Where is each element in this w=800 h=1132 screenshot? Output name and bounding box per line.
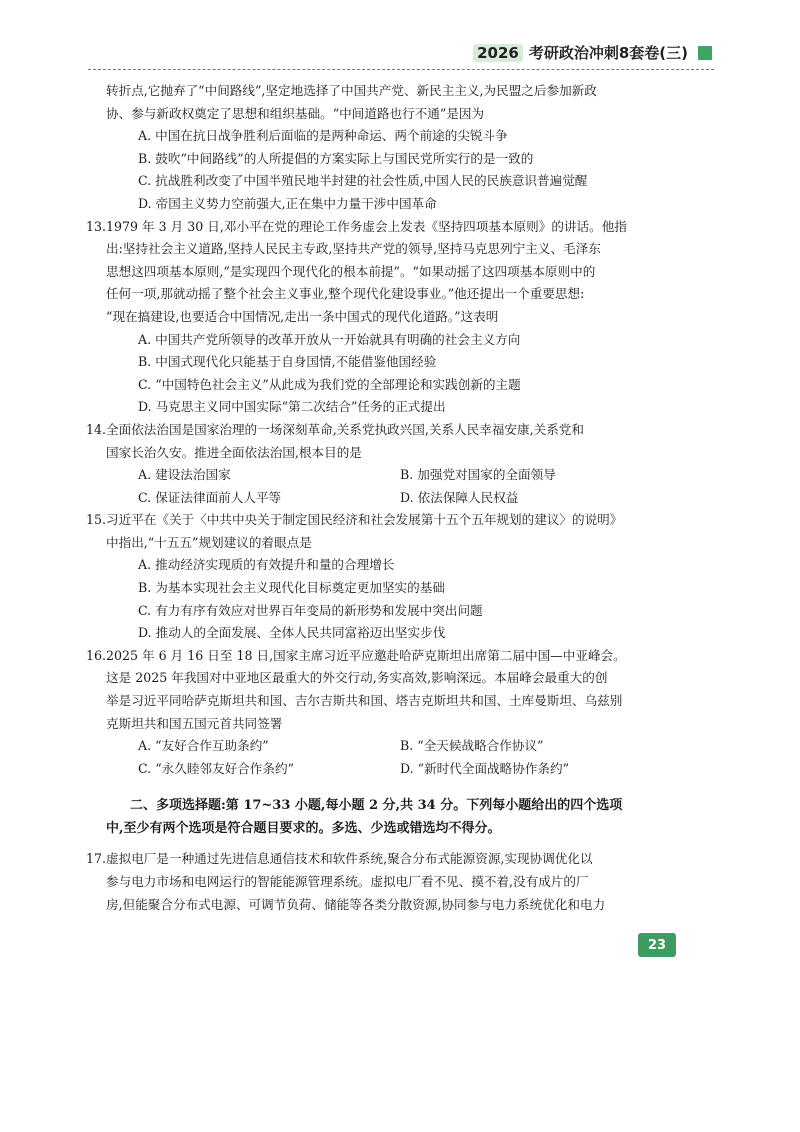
option-row — [106, 487, 690, 510]
option-b: B. “全天候战略合作协议” — [400, 738, 544, 754]
option-d: D. “新时代全面战略协作条约” — [400, 760, 570, 776]
question-15 — [86, 509, 690, 645]
stem-line: 14. 全面依法治国是国家治理的一场深刻革命,关系党执政兴国,关系人民幸福安康,关系党和 — [106, 419, 690, 442]
stem-line: 国家长治久安。推进全面依法治国,根本目的是 — [106, 444, 362, 460]
option-d: D. 帝国主义势力空前强大,正在集中力量干涉中国革命 — [138, 195, 437, 211]
option-a: A. 推动经济实现质的有效提升和量的合理增长 — [138, 557, 395, 573]
option-d: D. 推动人的全面发展、全体人民共同富裕迈出坚实步伐 — [138, 625, 446, 641]
option-c: C. “永久睦邻友好合作条约” — [138, 760, 295, 776]
option-b: B. 为基本实现社会主义现代化目标奠定更加坚实的基础 — [138, 580, 445, 596]
question-number: 17. — [86, 851, 107, 867]
header-accent-square — [698, 46, 712, 60]
option-c: C. 有力有序有效应对世界百年变局的新形势和发展中突出问题 — [138, 602, 483, 618]
question-number: 15. — [86, 512, 107, 528]
stem-line: 这是 2025 年我国对中亚地区最重大的外交行动,务实高效,影响深远。本届峰会最重大的创 — [106, 670, 608, 686]
exam-content — [86, 80, 690, 916]
option-d: D. 依法保障人民权益 — [400, 489, 519, 505]
stem-line: 房,但能聚合分布式电源、可调节负荷、储能等各类分散资源,协同参与电力系统优化和电力 — [106, 896, 606, 912]
stem-line: 17. 虚拟电厂是一种通过先进信息通信技术和软件系统,聚合分布式能源资源,实现协调优化以 — [106, 848, 690, 871]
page-number: 23 — [638, 933, 676, 957]
question-17 — [86, 848, 690, 916]
header-year: 2026 — [473, 44, 523, 62]
stem-line: 举是习近平同哈萨克斯坦共和国、吉尔吉斯共和国、塔吉克斯坦共和国、土库曼斯坦、乌兹别 — [106, 693, 623, 709]
stem-line: 16. 2025 年 6 月 16 日至 18 日,国家主席习近平应邀赴哈萨克斯坦出席第二届中国—中亚峰会。 — [106, 645, 690, 668]
option-row — [106, 464, 690, 487]
option-a: A. 建设法治国家 — [138, 467, 231, 483]
stem-line: “现在搞建设,也要适合中国情况,走出一条中国式的现代化道路。”这表明 — [106, 308, 499, 324]
section-heading — [106, 794, 690, 840]
stem-line: 任何一项,那就动摇了整个社会主义事业,整个现代化建设事业。”他还提出一个重要思想: — [106, 286, 585, 302]
header-title: 考研政治冲刺8套卷(三) — [528, 44, 688, 62]
option-a: A. “友好合作互助条约” — [138, 738, 269, 754]
option-row — [106, 758, 690, 781]
option-c: C. “中国特色社会主义”从此成为我们党的全部理论和实践创新的主题 — [138, 376, 521, 392]
page-header — [473, 42, 712, 63]
option-c: C. 保证法律面前人人平等 — [138, 489, 282, 505]
question-13 — [86, 216, 690, 419]
stem-line: 中指出,“十五五”规划建议的着眼点是 — [106, 534, 312, 550]
option-b: B. 鼓吹“中间路线”的人所提倡的方案实际上与国民党所实行的是一致的 — [138, 150, 534, 166]
option-a: A. 中国共产党所领导的改革开放从一开始就具有明确的社会主义方向 — [138, 331, 521, 347]
stem-line: 克斯坦共和国五国元首共同签署 — [106, 715, 283, 731]
option-c: C. 抗战胜利改变了中国半殖民地半封建的社会性质,中国人民的民族意识普遍觉醒 — [138, 173, 588, 189]
stem-line: 出:坚持社会主义道路,坚持人民民主专政,坚持共产党的领导,坚持马克思列宁主义、毛泽东 — [106, 241, 601, 257]
stem-line: 13. 1979 年 3 月 30 日,邓小平在党的理论工作务虚会上发表《坚持四项基本原则》的讲话。他指 — [106, 216, 690, 239]
stem-line: 15. 习近平在《关于〈中共中央关于制定国民经济和社会发展第十五个五年规划的建议〉的说明》 — [106, 509, 690, 532]
question-number: 16. — [86, 647, 107, 663]
option-a: A. 中国在抗日战争胜利后面临的是两种命运、两个前途的尖锐斗争 — [138, 128, 508, 144]
option-b: B. 中国式现代化只能基于自身国情,不能借鉴他国经验 — [138, 354, 437, 370]
option-row — [106, 735, 690, 758]
question-12-tail — [106, 80, 690, 216]
stem-line: 协、参与新政权奠定了思想和组织基础。“中间道路也行不通”是因为 — [106, 105, 485, 121]
section-line: 二、多项选择题:第 17~33 小题,每小题 2 分,共 34 分。下列每小题给出的四个选项 — [130, 798, 623, 814]
question-16 — [86, 645, 690, 781]
header-divider — [88, 69, 714, 70]
stem-line: 参与电力市场和电网运行的智能能源管理系统。虚拟电厂看不见、摸不着,没有成片的厂 — [106, 874, 589, 889]
option-b: B. 加强党对国家的全面领导 — [400, 467, 556, 483]
question-number: 13. — [86, 218, 107, 234]
stem-line: 思想这四项基本原则,“是实现四个现代化的根本前提”。“如果动摇了这四项基本原则中的 — [106, 263, 596, 279]
option-d: D. 马克思主义同中国实际“第二次结合”任务的正式提出 — [138, 399, 446, 415]
question-number: 14. — [86, 421, 107, 437]
stem-line: 转折点,它抛弃了“中间路线”,坚定地选择了中国共产党、新民主主义,为民盟之后参加新政 — [106, 83, 597, 98]
section-line: 中,至少有两个选项是符合题目要求的。多选、少选或错选均不得分。 — [106, 821, 501, 837]
question-14 — [86, 419, 690, 509]
